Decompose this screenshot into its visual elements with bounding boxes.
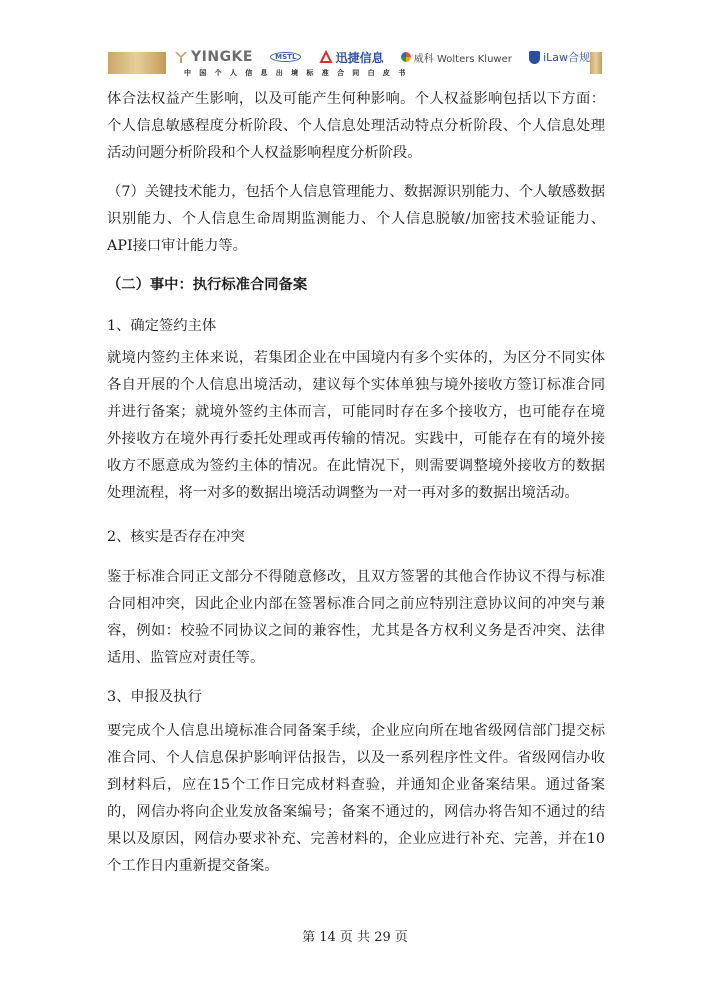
yingke-mark-icon: [174, 50, 188, 64]
page-header: [108, 44, 602, 80]
paragraph-impact: [107, 86, 605, 167]
header-tagline: 中国个人信息出境标准合同白皮书: [184, 69, 414, 77]
partner-logos: [174, 48, 590, 66]
header-gold-bar-left: [108, 52, 166, 74]
paragraph-signing-party: [107, 345, 605, 507]
yingke-logo: [174, 49, 253, 65]
subheading-1: [107, 313, 605, 340]
paragraph-text: 鉴于标准合同正文部分不得随意修改，且双方签署的其他合作协议不得与标准合同相冲突，因此企业内部在签署标准合同之前应特别注意协议间的冲突与兼容，例如：校验不同协议之间的兼容性，尤其是各方权利义务是否冲突、法律适用、监管应对责任等。: [107, 569, 605, 666]
subheading-2: [107, 524, 605, 551]
paragraph-text: （7）关键技术能力，包括个人信息管理能力、数据源识别能力、个人敏感数据识别能力、个人信息生命周期监测能力、个人信息脱敏/加密技术验证能力、API接口审计能力等。: [107, 184, 605, 254]
ilaw-logo: [529, 49, 590, 65]
subheading-text: 1、确定签约主体: [107, 318, 217, 334]
xunjie-logo: [319, 49, 384, 66]
paragraph-key-tech: [107, 179, 605, 260]
yingke-logo-text: YINGKE: [191, 49, 253, 65]
subheading-3: [107, 684, 605, 711]
subheading-text: 2、核实是否存在冲突: [107, 529, 245, 545]
ilaw-shield-icon: [529, 51, 540, 64]
paragraph-text: 要完成个人信息出境标准合同备案手续，企业应向所在地省级网信部门提交标准合同、个人信息保护影响评估报告，以及一系列程序性文件。省级网信办收到材料后，应在15个工作日完成材料查验，并通知企业备案结果。通过备案的，网信办将向企业发放备案编号；备案不通过的，网信办将告知不通过的结果以及原因，网信办要求补充、完善材料的，企业应进行补充、完善，并在10个工作日内重新提交备案。: [107, 723, 605, 874]
section-heading-text: （二）事中：执行标准合同备案: [107, 277, 308, 293]
wolters-kluwer-logo-text: 威科 Wolters Kluwer: [413, 53, 512, 65]
xunjie-mark-icon: [319, 50, 333, 64]
wolters-kluwer-mark-icon: [401, 52, 411, 62]
page-number: 第 14 页 共 29 页: [302, 930, 408, 945]
paragraph-text: 体合法权益产生影响，以及可能产生何种影响。个人权益影响包括以下方面：个人信息敏感程度分析阶段、个人信息处理活动特点分析阶段、个人信息处理活动问题分析阶段和个人权益影响程度分析阶段。: [107, 91, 605, 161]
paragraph-text: 就境内签约主体来说，若集团企业在中国境内有多个实体的，为区分不同实体各自开展的个人信息出境活动，建议每个实体单独与境外接收方签订标准合同并进行备案；就境外签约主体而言，可能同时存在多个接收方，也可能存在境外接收方在境外再行委托处理或再传输的情况。实践中，可能存在有的境外接收方不愿意成为签约主体的情况。在此情况下，则需要调整境外接收方的数据处理流程，将一对多的数据出境活动调整为一对一再对多的数据出境活动。: [107, 350, 605, 501]
xunjie-logo-text: 迅捷信息: [335, 50, 384, 65]
wolters-kluwer-logo: [401, 50, 512, 65]
mstl-logo: MSTL: [270, 52, 301, 62]
ilaw-logo-text: iLaw合规: [543, 51, 590, 64]
section-heading: [107, 272, 605, 299]
paragraph-conflict: [107, 564, 605, 672]
subheading-text: 3、申报及执行: [107, 689, 202, 705]
header-gold-bar-right: [590, 52, 602, 74]
paragraph-filing: [107, 718, 605, 880]
